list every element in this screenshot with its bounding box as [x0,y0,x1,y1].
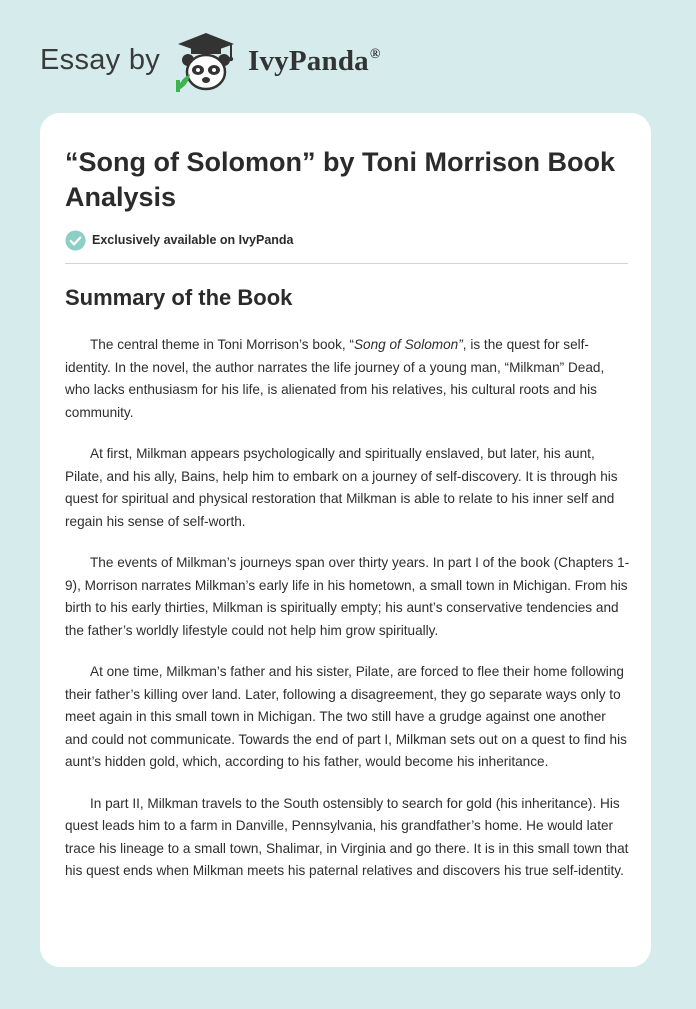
paragraph-3: The events of Milkman’s journeys span over thirty years. In part I of the book (Chapters 1-9), Morrison narrates Milkman’s early life in his hometown, a small town in Michigan. From his birth to his early thirties, Milkman is spiritually empty; his aunt’s conservative tendencies and the father’s worldly lifestyle could not help him grow spiritually. [65,555,630,638]
site-header [0,0,696,112]
paragraph-2: At first, Milkman appears psychologically and spiritually enslaved, but later, his aunt, Pilate, and his ally, Bains, help him to embark on a journey of self-discovery. It is through his quest for spiritual and physical restoration that Milkman is able to relate to his inner self and regain his sense of self-worth. [65,446,618,529]
panda-logo-icon[interactable] [174,30,238,94]
paragraph-1 [65,334,630,424]
paragraph-4: At one time, Milkman’s father and his sister, Pilate, are forced to flee their home following their father’s killing over land. Later, following a disagreement, they go separate ways only to meet again in this small town in Michigan. The two still have a grudge against one another and could not communicate. Towards the end of part I, Milkman sets out on a quest to find his aunt’s hidden gold, which, according to his father, would become his inheritance. [65,664,627,769]
brand-name-text: IvyPanda [248,45,369,77]
exclusive-label: Exclusively available on IvyPanda [92,233,294,247]
registered-mark: ® [369,47,381,62]
article-title: “Song of Solomon” by Toni Morrison Book Analysis [65,147,615,212]
brand-name[interactable] [248,45,381,78]
article-card [40,113,651,967]
article-body [65,334,630,902]
exclusive-badge [65,229,294,251]
title-divider [65,263,628,264]
brand-prefix: Essay by [40,44,161,76]
book-title-italic: Song of Solomon” [353,337,463,352]
paragraph-5: In part II, Milkman travels to the South ostensibly to search for gold (his inheritance). His quest leads him to a farm in Danville, Pennsylvania, his grandfather’s home. He would later trace his lineage to a small town, Shalimar, in Virginia and go there. It is in this small town that his quest ends when Milkman meets his paternal relatives and discovers his true self-identity. [65,795,629,878]
section-heading: Summary of the Book [65,285,293,310]
paragraph-1-rest: , is the quest for self-identity. In the novel, the author narrates the life journey of a young man, “Milkman” Dead, who lacks enthusiasm for his life, is alienated from his relatives, his cultural roots and his community. [65,337,605,420]
paragraph-1-lead: The central theme in Toni Morrison’s book, “ [90,337,354,352]
check-badge-icon [65,230,86,251]
